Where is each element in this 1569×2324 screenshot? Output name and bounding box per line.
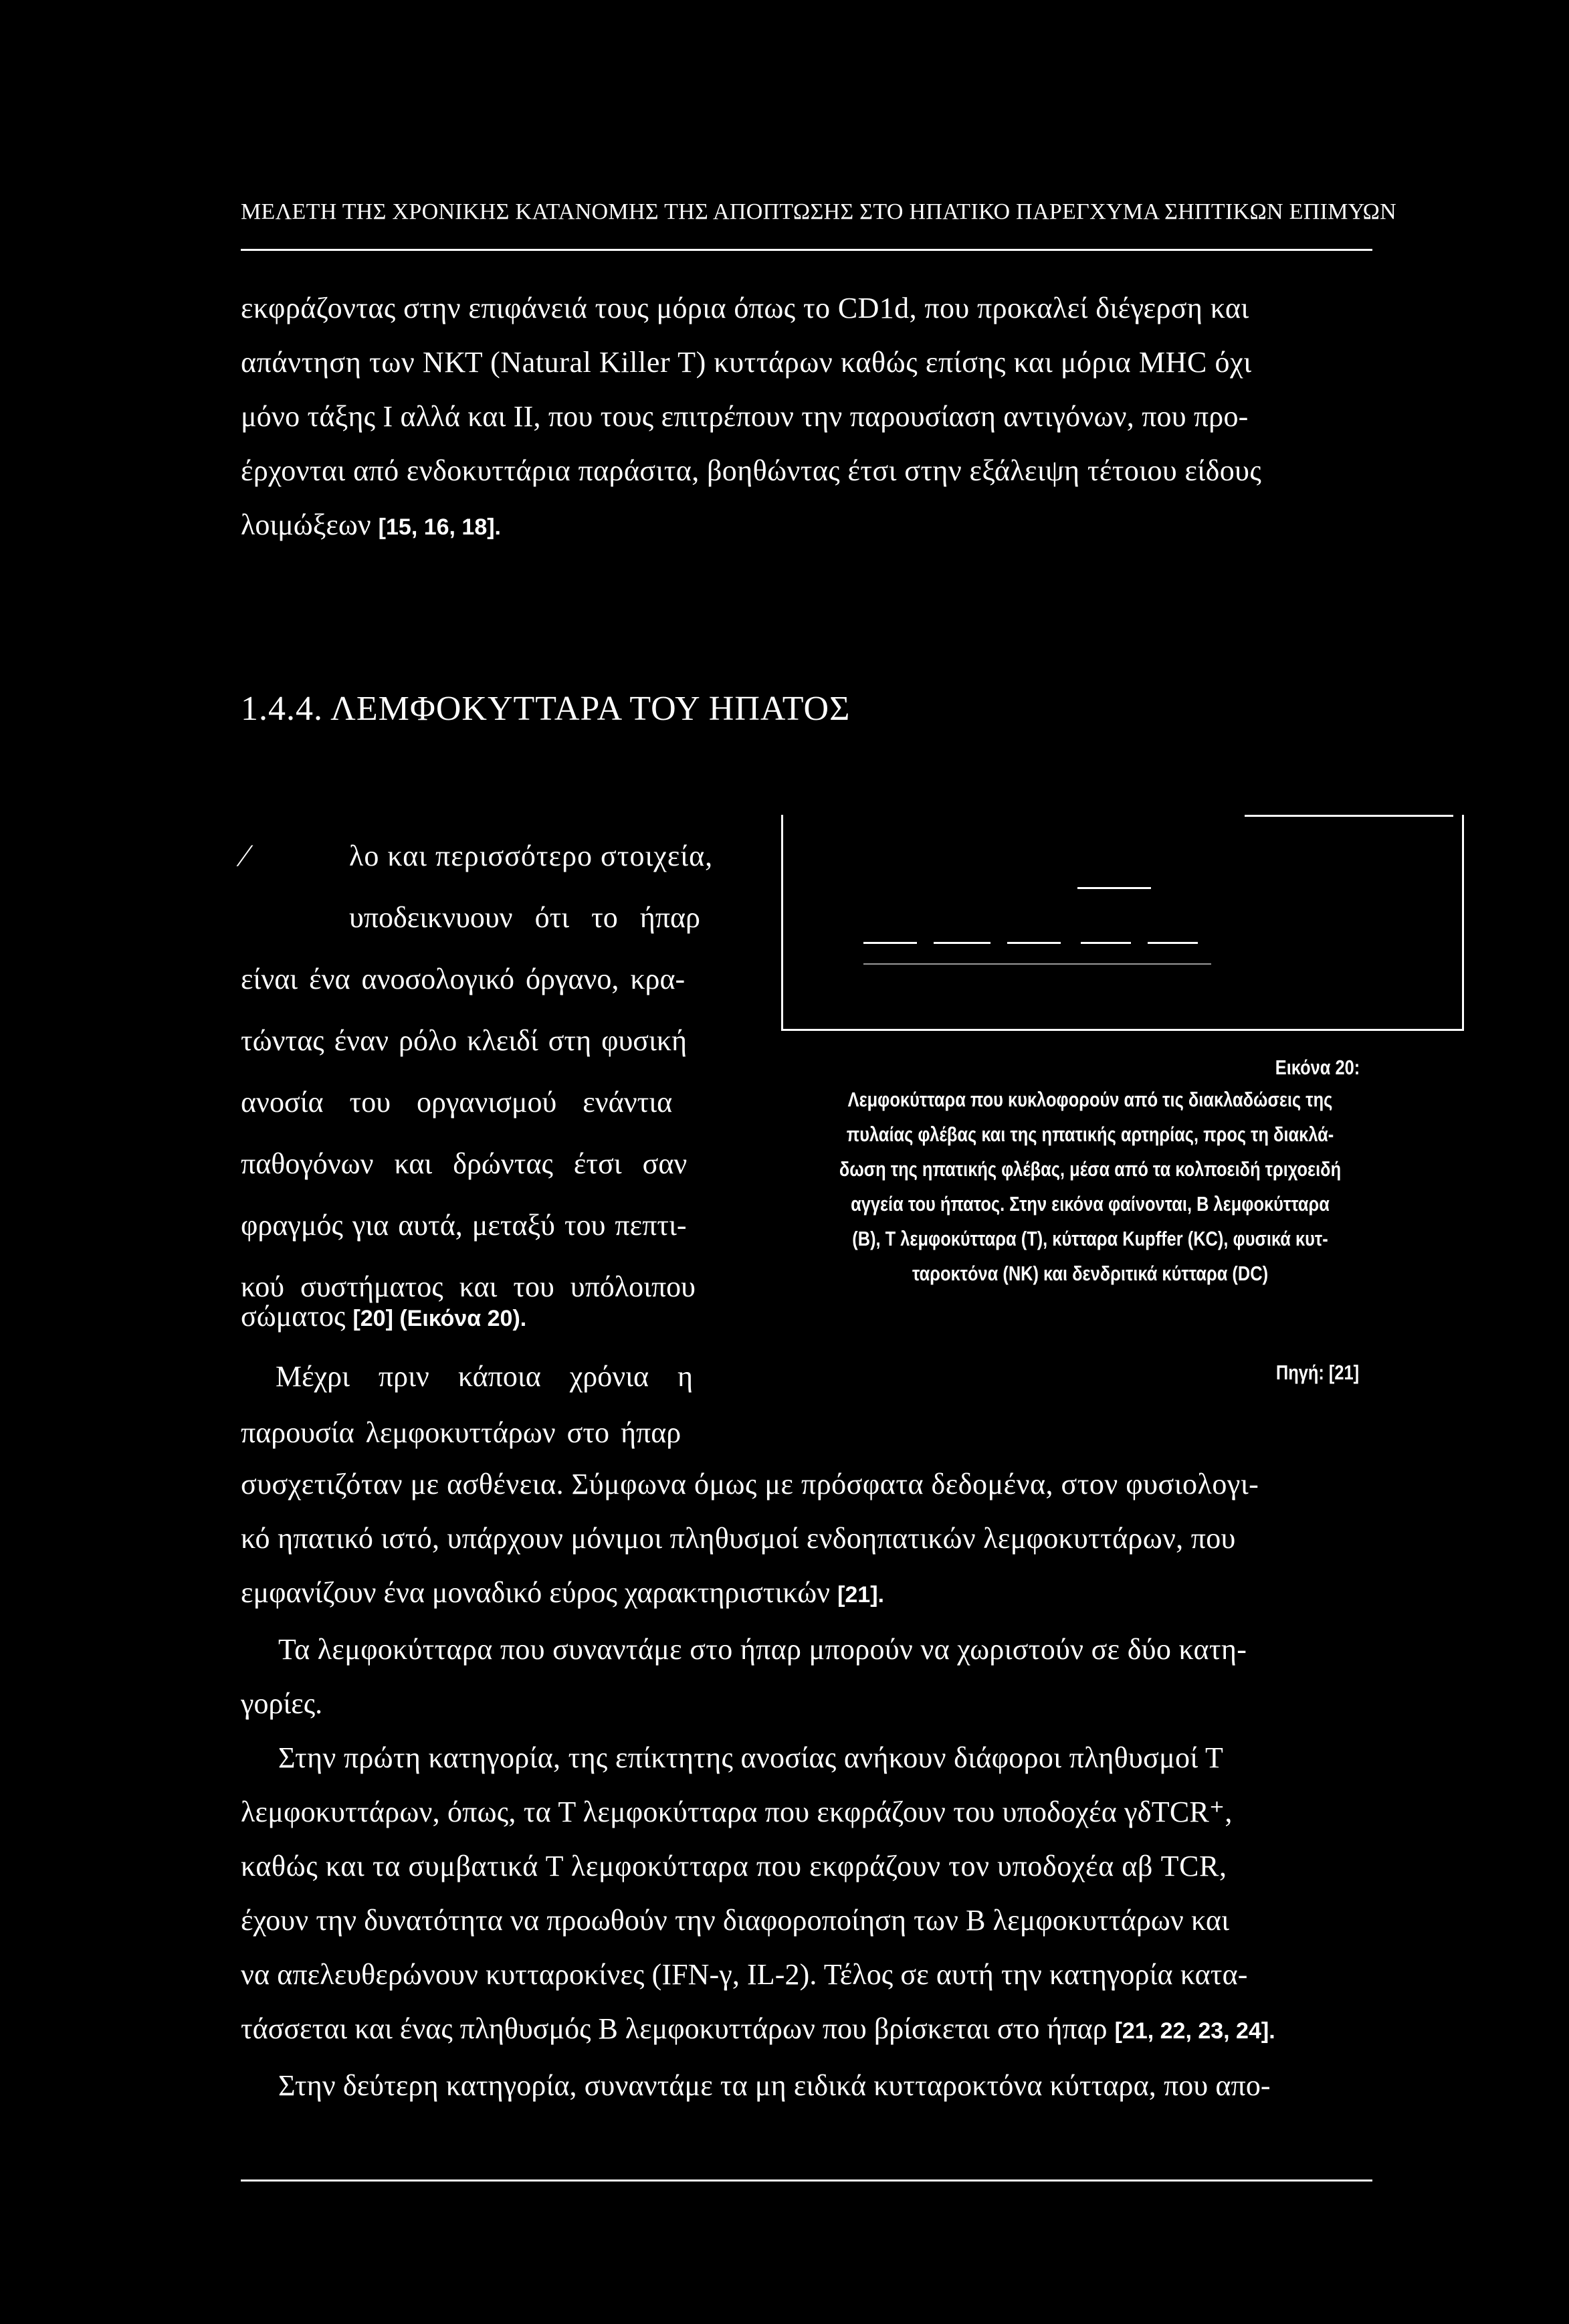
body-line: έχουν την δυνατότητα να προωθούν την διαφοροποίηση των Β λεμφοκυττάρων και — [241, 1904, 1230, 1937]
body-line: γορίες. — [241, 1687, 323, 1720]
running-header: ΜΕΛΕΤΗ ΤΗΣ ΧΡΟΝΙΚΗΣ ΚΑΤΑΝΟΜΗΣ ΤΗΣ ΑΠΟΠΤΩΣΗΣ ΣΤΟ ΗΠΑΤΙΚΟ ΠΑΡΕΓΧΥΜΑ ΣΗΠΤΙΚΩΝ ΕΠΙΜΥΩΝ — [241, 199, 1397, 224]
figure-line — [1148, 942, 1198, 944]
left-column-line: παρουσία λεμφοκυττάρων στο ήπαρ — [241, 1416, 682, 1449]
header-rule — [241, 249, 1372, 251]
figure-caption-line: δωση της ηπατικής φλέβας, μέσα από τα κολποειδή τριχοειδή — [839, 1157, 1342, 1181]
figure-caption-line: (Β), Τ λεμφοκύτταρα (Τ), κύτταρα Kupffer (KC), φυσικά κυτ- — [852, 1227, 1328, 1250]
figure-label: Εικόνα 20: — [1275, 1056, 1360, 1079]
figure-image — [781, 815, 1464, 1031]
citation: [21, 22, 23, 24]. — [1114, 2018, 1275, 2044]
body-text — [241, 1457, 1381, 2113]
figure-line — [863, 942, 917, 944]
left-column-line: παθογόνων και δρώντας έτσι σαν — [241, 1147, 688, 1180]
body-line — [241, 2002, 1381, 2058]
figure-line — [1077, 887, 1151, 889]
figure-line — [1081, 942, 1131, 944]
figure-caption-line: ταροκτόνα (NK) και δενδριτικά κύτταρα (DC) — [912, 1262, 1269, 1285]
body-line: λεμφοκυττάρων, όπως, τα Τ λεμφοκύτταρα που εκφράζουν του υποδοχέα γδTCR⁺, — [241, 1796, 1233, 1828]
left-column-line — [241, 1296, 526, 1339]
intro-line: έρχονται από ενδοκυττάρια παράσιτα, βοηθώντας έτσι στην εξάλειψη τέτοιου είδους — [241, 454, 1262, 487]
citation: [15, 16, 18]. — [378, 514, 502, 540]
figure-caption-line: Λεμφοκύτταρα που κυκλοφορούν από τις διακλαδώσεις της — [847, 1088, 1333, 1111]
left-column-line: Μέχρι πριν κάποια χρόνια η — [276, 1360, 694, 1393]
section-heading: 1.4.4. ΛΕΜΦΟΚΥΤΤΑΡΑ ΤΟΥ ΗΠΑΤΟΣ — [241, 690, 851, 728]
body-text-run: τάσσεται και ένας πληθυσμός Β λεμφοκυττάρων που βρίσκεται στο ήπαρ — [241, 2012, 1115, 2045]
body-line: συσχετιζόταν με ασθένεια. Σύμφωνα όμως με πρόσφατα δεδομένα, στον φυσιολογι- — [241, 1468, 1259, 1500]
left-column-line: υποδεικνυουν ότι το ήπαρ — [349, 901, 701, 934]
left-column-line: κού συστήματος και του υπόλοιπου — [241, 1270, 696, 1303]
intro-line — [241, 498, 1381, 555]
footer-rule — [241, 2180, 1372, 2182]
figure-caption-line: αγγεία του ήπατος. Στην εικόνα φαίνονται, Β λεμφοκύτταρα — [851, 1192, 1330, 1216]
body-line: Τα λεμφοκύτταρα που συναντάμε στο ήπαρ μπορούν να χωριστούν σε δύο κατη- — [278, 1633, 1247, 1666]
figure-source: Πηγή: [21] — [1275, 1361, 1360, 1384]
figure-line — [934, 942, 990, 944]
left-column-line: τώντας έναν ρόλο κλειδί στη φυσική — [241, 1024, 688, 1057]
figure-line — [863, 963, 1211, 965]
intro-text: λοιμώξεων — [241, 508, 379, 541]
intro-line: εκφράζοντας στην επιφάνειά τους μόρια όπως το CD1d, που προκαλεί διέγερση και — [241, 292, 1249, 324]
body-text-run: εμφανίζουν ένα μοναδικό εύρος χαρακτηριστικών — [241, 1576, 838, 1609]
body-line: να απελευθερώνουν κυτταροκίνες (IFN-γ, IL-2). Τέλος σε αυτή την κατηγορία κατα- — [241, 1958, 1248, 1991]
body-line: Στην δεύτερη κατηγορία, συναντάμε τα μη ειδικά κυτταροκτόνα κύτταρα, που απο- — [278, 2069, 1271, 2102]
citation: [20] (Εικόνα 20). — [352, 1306, 527, 1331]
figure-line — [1007, 942, 1061, 944]
drop-mark: ⁄ — [242, 838, 248, 874]
body-line: Στην πρώτη κατηγορία, της επίκτητης ανοσίας ανήκουν διάφοροι πληθυσμοί Τ — [278, 1741, 1224, 1774]
body-line: καθώς και τα συμβατικά Τ λεμφοκύτταρα που εκφράζουν τον υποδοχέα αβ TCR, — [241, 1850, 1227, 1882]
left-column-line: ανοσία του οργανισμού ενάντια — [241, 1086, 673, 1119]
left-column-line: φραγμός για αυτά, μεταξύ του πεπτι- — [241, 1209, 687, 1242]
citation: [21]. — [837, 1582, 884, 1608]
figure-line — [1245, 815, 1453, 817]
left-column-text: σώματος — [241, 1300, 353, 1333]
left-column-line: λο και περισσότερο στοιχεία, — [349, 840, 714, 872]
intro-line: απάντηση των ΝΚΤ (Natural Killer T) κυττάρων καθώς επίσης και μόρια MHC όχι — [241, 346, 1252, 379]
left-column-line: είναι ένα ανοσολογικό όργανο, κρα- — [241, 963, 686, 995]
body-line: κό ηπατικό ιστό, υπάρχουν μόνιμοι πληθυσμοί ενδοηπατικών λεμφοκυττάρων, που — [241, 1522, 1236, 1555]
intro-paragraph — [241, 281, 1381, 555]
body-line — [241, 1565, 1381, 1622]
intro-line: μόνο τάξης I αλλά και II, που τους επιτρέπουν την παρουσίαση αντιγόνων, που προ- — [241, 400, 1249, 433]
figure-caption-line: πυλαίας φλέβας και της ηπατικής αρτηρίας, προς τη διακλά- — [846, 1123, 1334, 1146]
